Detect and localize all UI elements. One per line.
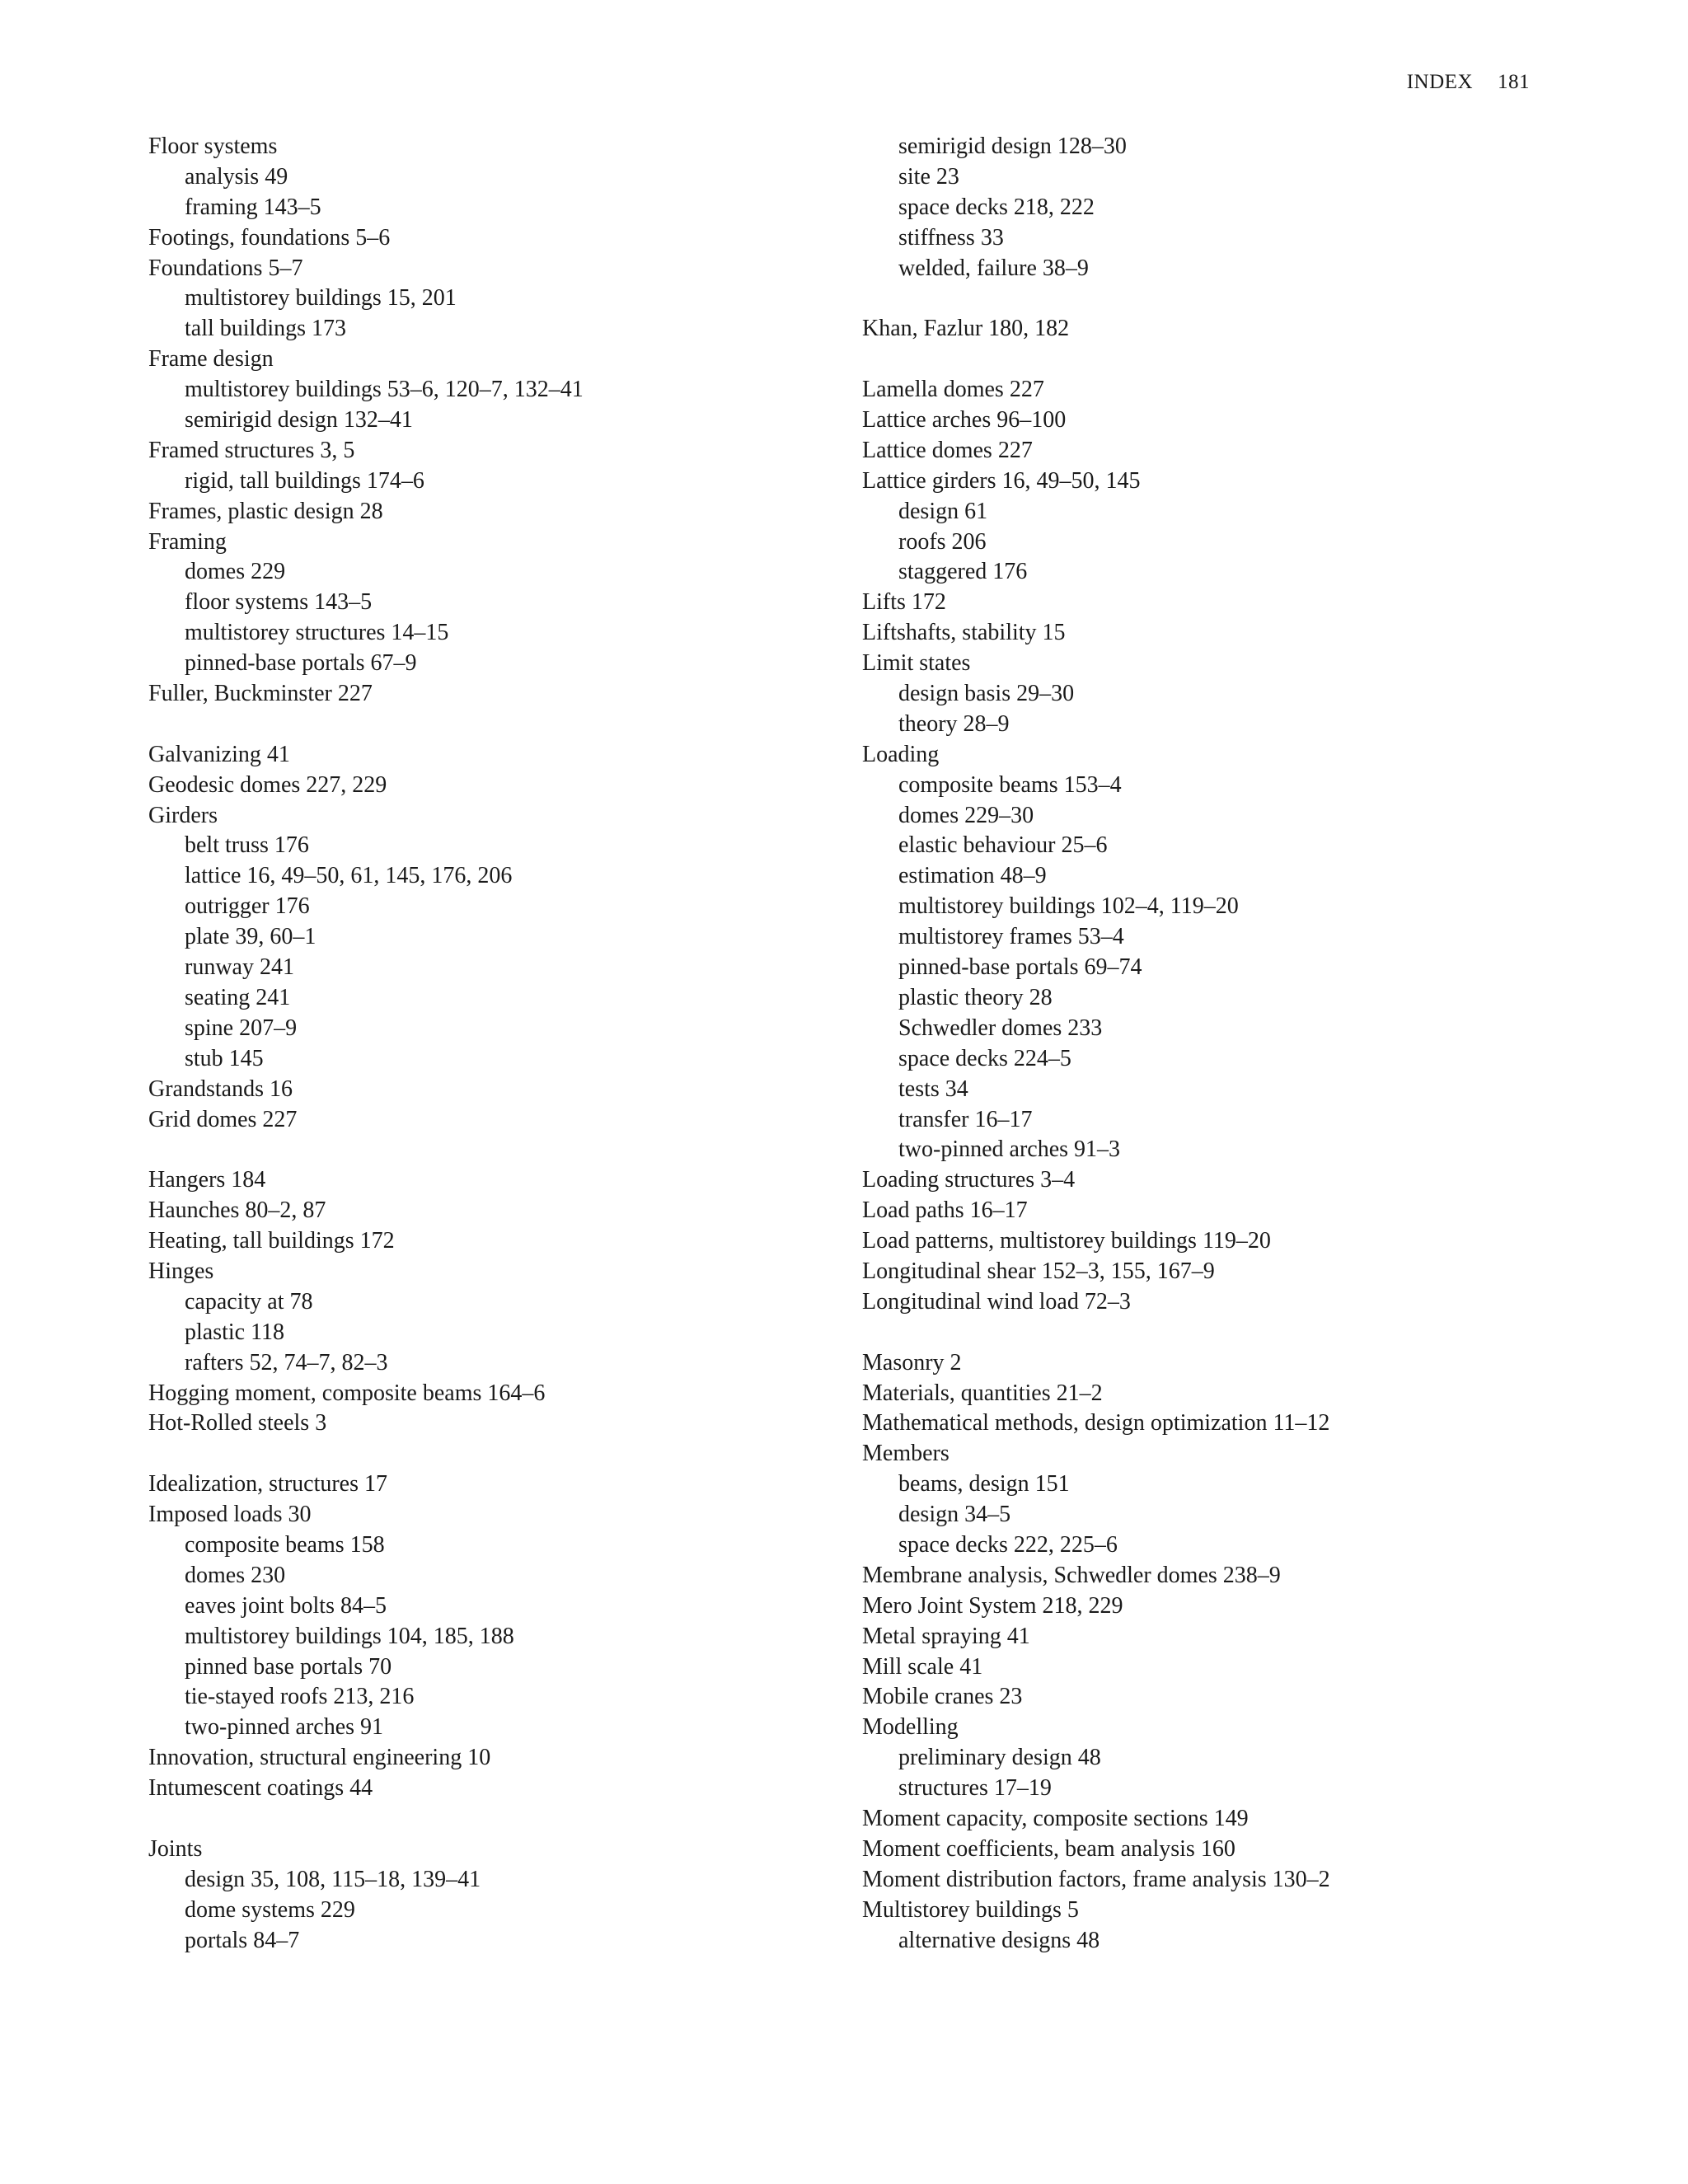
index-entry: Load patterns, multistorey buildings 119–20 xyxy=(862,1228,1271,1254)
index-subentry: semirigid design 128–30 xyxy=(898,134,1127,159)
index-entry: Lattice girders 16, 49–50, 145 xyxy=(862,467,1141,494)
index-subentry: pinned-base portals 67–9 xyxy=(185,650,417,677)
index-column-right xyxy=(862,132,1522,1956)
index-entry: Framed structures 3, 5 xyxy=(148,437,355,463)
index-entry: Haunches 80–2, 87 xyxy=(148,1197,326,1224)
index-entry: Girders xyxy=(148,802,218,828)
index-entry: Metal spraying 41 xyxy=(862,1623,1030,1649)
index-subentry: multistorey frames 53–4 xyxy=(898,924,1124,950)
index-subentry: staggered 176 xyxy=(898,559,1028,585)
index-subentry: design 61 xyxy=(898,498,988,524)
index-entry: Intumescent coatings 44 xyxy=(148,1775,373,1802)
index-subentry: seating 241 xyxy=(185,984,291,1010)
index-subentry: composite beams 158 xyxy=(185,1531,385,1558)
index-subentry: elastic behaviour 25–6 xyxy=(898,832,1108,859)
index-entry: Limit states xyxy=(862,650,971,677)
index-column-left xyxy=(148,132,808,1956)
index-subentry: spine 207–9 xyxy=(185,1015,298,1041)
index-subentry: transfer 16–17 xyxy=(898,1106,1033,1132)
index-subentry: estimation 48–9 xyxy=(898,863,1047,889)
index-subentry: structures 17–19 xyxy=(898,1775,1052,1802)
index-subentry: multistorey buildings 102–4, 119–20 xyxy=(898,893,1239,920)
index-entry: Loading xyxy=(862,741,940,767)
index-subentry: dome systems 229 xyxy=(185,1896,355,1923)
index-subentry: rigid, tall buildings 174–6 xyxy=(185,467,424,494)
index-subentry: space decks 224–5 xyxy=(898,1045,1071,1071)
index-subentry: space decks 222, 225–6 xyxy=(898,1531,1118,1558)
index-entry: Longitudinal wind load 72–3 xyxy=(862,1288,1131,1315)
index-entry: Geodesic domes 227, 229 xyxy=(148,771,387,798)
index-subentry: capacity at 78 xyxy=(185,1288,313,1315)
index-spacer xyxy=(862,344,1522,375)
index-entry: Mathematical methods, design optimization 11–12 xyxy=(862,1410,1330,1436)
index-subentry: beams, design 151 xyxy=(898,1471,1070,1497)
index-entry: Mobile cranes 23 xyxy=(862,1684,1023,1710)
index-subentry: lattice 16, 49–50, 61, 145, 176, 206 xyxy=(185,863,513,889)
index-entry: Lattice domes 227 xyxy=(862,437,1033,463)
index-subentry: plate 39, 60–1 xyxy=(185,924,316,950)
index-subentry: belt truss 176 xyxy=(185,832,309,859)
index-entry: Joints xyxy=(148,1835,203,1862)
index-subentry: outrigger 176 xyxy=(185,893,310,920)
index-entry: Moment coefficients, beam analysis 160 xyxy=(862,1835,1236,1862)
index-subentry: multistorey structures 14–15 xyxy=(185,620,449,646)
index-entry: Members xyxy=(862,1441,950,1467)
index-subentry: semirigid design 132–41 xyxy=(185,407,413,434)
index-entry: Footings, foundations 5–6 xyxy=(148,224,391,251)
index-entry: Floor systems xyxy=(148,134,278,159)
index-entry: Heating, tall buildings 172 xyxy=(148,1228,395,1254)
index-entry: Khan, Fazlur 180, 182 xyxy=(862,316,1070,342)
index-entry: Multistorey buildings 5 xyxy=(862,1896,1079,1923)
index-entry: Framing xyxy=(148,528,227,555)
index-spacer xyxy=(148,1439,808,1469)
index-subentry: plastic 118 xyxy=(185,1319,285,1345)
index-subentry: design 34–5 xyxy=(898,1502,1011,1528)
index-entry: Fuller, Buckminster 227 xyxy=(148,681,373,707)
index-spacer xyxy=(148,1135,808,1165)
index-subentry: domes 229 xyxy=(185,559,286,585)
index-entry: Hangers 184 xyxy=(148,1167,266,1193)
index-entry: Foundations 5–7 xyxy=(148,255,303,281)
index-subentry: tall buildings 173 xyxy=(185,316,346,342)
index-subentry: theory 28–9 xyxy=(898,710,1010,737)
index-entry: Moment capacity, composite sections 149 xyxy=(862,1805,1249,1831)
index-spacer xyxy=(862,1318,1522,1348)
index-entry: Lamella domes 227 xyxy=(862,377,1044,403)
index-subentry: framing 143–5 xyxy=(185,194,321,220)
index-spacer xyxy=(148,1804,808,1835)
index-subentry: pinned-base portals 69–74 xyxy=(898,954,1142,981)
index-subentry: stiffness 33 xyxy=(898,224,1004,251)
index-entry: Hot-Rolled steels 3 xyxy=(148,1410,327,1436)
index-subentry: rafters 52, 74–7, 82–3 xyxy=(185,1349,388,1376)
index-entry: Mill scale 41 xyxy=(862,1653,983,1680)
index-subentry: pinned base portals 70 xyxy=(185,1653,392,1680)
index-subentry: domes 229–30 xyxy=(898,802,1034,828)
index-subentry: two-pinned arches 91 xyxy=(185,1714,384,1741)
index-subentry: tie-stayed roofs 213, 216 xyxy=(185,1684,415,1710)
index-subentry: eaves joint bolts 84–5 xyxy=(185,1592,387,1619)
index-subentry: domes 230 xyxy=(185,1562,286,1588)
index-entry: Moment distribution factors, frame analysis 130–2 xyxy=(862,1866,1330,1892)
index-entry: Frames, plastic design 28 xyxy=(148,498,383,524)
index-spacer xyxy=(862,284,1522,314)
index-entry: Modelling xyxy=(862,1714,959,1741)
index-entry: Materials, quantities 21–2 xyxy=(862,1380,1103,1406)
index-subentry: alternative designs 48 xyxy=(898,1927,1100,1953)
index-subentry: analysis 49 xyxy=(185,163,288,190)
index-subentry: multistorey buildings 104, 185, 188 xyxy=(185,1623,514,1649)
index-entry: Galvanizing 41 xyxy=(148,741,290,767)
index-entry: Masonry 2 xyxy=(862,1349,962,1376)
index-subentry: Schwedler domes 233 xyxy=(898,1015,1103,1041)
index-entry: Grandstands 16 xyxy=(148,1076,293,1102)
index-entry: Imposed loads 30 xyxy=(148,1502,312,1528)
index-subentry: space decks 218, 222 xyxy=(898,194,1095,220)
index-spacer xyxy=(148,710,808,740)
index-subentry: site 23 xyxy=(898,163,959,190)
page-number: 181 xyxy=(1498,71,1530,93)
index-entry: Idealization, structures 17 xyxy=(148,1471,388,1497)
index-entry: Lattice arches 96–100 xyxy=(862,407,1067,434)
index-entry: Innovation, structural engineering 10 xyxy=(148,1745,491,1771)
index-entry: Hogging moment, composite beams 164–6 xyxy=(148,1380,546,1406)
index-subentry: plastic theory 28 xyxy=(898,984,1053,1010)
index-entry: Frame design xyxy=(148,346,274,373)
index-subentry: runway 241 xyxy=(185,954,294,981)
index-subentry: roofs 206 xyxy=(898,528,987,555)
index-subentry: multistorey buildings 15, 201 xyxy=(185,285,457,312)
index-subentry: two-pinned arches 91–3 xyxy=(898,1137,1121,1163)
index-entry: Membrane analysis, Schwedler domes 238–9 xyxy=(862,1562,1281,1588)
index-entry: Loading structures 3–4 xyxy=(862,1167,1076,1193)
index-entry: Longitudinal shear 152–3, 155, 167–9 xyxy=(862,1258,1215,1284)
index-entry: Load paths 16–17 xyxy=(862,1197,1028,1224)
index-subentry: portals 84–7 xyxy=(185,1927,300,1953)
running-head xyxy=(1407,71,1530,94)
index-entry: Hinges xyxy=(148,1258,214,1284)
index-entry: Mero Joint System 218, 229 xyxy=(862,1592,1123,1619)
index-subentry: preliminary design 48 xyxy=(898,1745,1101,1771)
index-subentry: design 35, 108, 115–18, 139–41 xyxy=(185,1866,481,1892)
index-subentry: welded, failure 38–9 xyxy=(898,255,1089,281)
index-subentry: stub 145 xyxy=(185,1045,264,1071)
index-entry: Liftshafts, stability 15 xyxy=(862,620,1066,646)
section-title: INDEX xyxy=(1406,71,1473,93)
index-entry: Grid domes 227 xyxy=(148,1106,298,1132)
index-subentry: tests 34 xyxy=(898,1076,968,1102)
index-subentry: multistorey buildings 53–6, 120–7, 132–41 xyxy=(185,377,584,403)
index-subentry: design basis 29–30 xyxy=(898,681,1075,707)
index-subentry: composite beams 153–4 xyxy=(898,771,1122,798)
index-entry: Lifts 172 xyxy=(862,589,946,616)
index-subentry: floor systems 143–5 xyxy=(185,589,373,616)
